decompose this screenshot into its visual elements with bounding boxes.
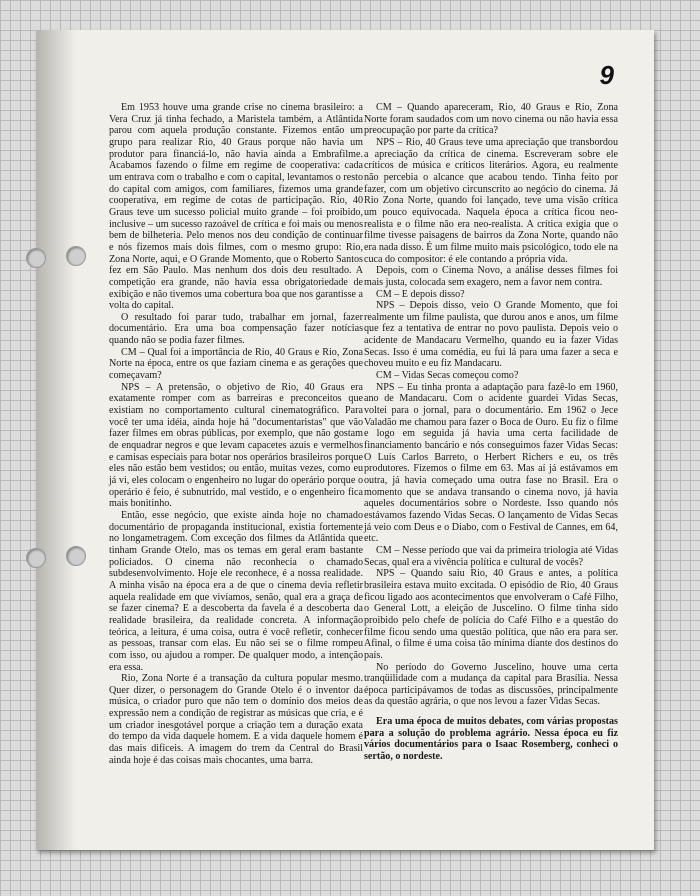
paragraph: Então, esse negócio, que existe ainda hoje no chamado documentário de propaganda institucional, existia fortemente no longametragem. Com exceção dos filmes da Atlântida que tinham Grande Otelo, mas os temas em geral eram bastante policiados. O cinema não reconhecia o chamado subdesenvolvimento. Hoje ele reconhece, é a nossa realidade. A minha visão na época era a de que o cinema devia refletir aquela realidade em que vivíamos, senão, qual era a graça de se fazer cinema? E a descoberta da favela é a descoberta da realidade brasileira, da realidade concreta. A informação teórica, a leitura, é uma coisa, outra é você refletir, conhecer as pessoas, transar com elas. Eu não sei se o filme rompeu com isso, ou ajudou a romper. De qualquer modo, a intenção era essa.	[109, 509, 363, 673]
paragraph: CM – Vidas Secas começou como?	[376, 370, 519, 382]
left-text-column	[109, 102, 363, 766]
paragraph: CM – Nesse período que vai da primeira triologia até Vidas Secas, qual era a vivência política e cultural de vocês?	[364, 544, 618, 568]
binder-hole-top	[26, 248, 46, 268]
paragraph: NPS – Depois disso, veio O Grande Momento, que foi realmente um filme paulista, que durou anos e anos, um filme que fez a tentativa de entrar no povo paulista. Depois veio o acidente de Mandacaru Vermelho, quando eu ia fazer Vidas Secas. Isso é uma comédia, eu fui lá para uma fazer a seca e choveu muito e eu fiz Mandacaru.	[364, 300, 618, 370]
document-page	[36, 30, 654, 850]
paragraph: Em 1953 houve uma grande crise no cinema brasileiro: a Vera Cruz já tinha fechado, a Maristela também, a Atlântida parou com aquela produção constante. Fizemos então um grupo para realizar Rio, 40 Graus porque não havia um produtor para financiá-lo, não havia ainda a Embrafilme. Acabamos fazendo o filme em regime de cooperativa: cada um entrava com o trabalho e com o capital, levantamos o resto do capital com amigos, com familiares, fizemos uma grande cooperativa, em regime de cotas de participação. Rio, 40 Graus teve um sucesso policial muito grande – foi proibido, inclusive – um sucesso razoável de crítica e foi mais ou menos bem de bilheteria. Pelo menos nos deu condição de continuar e nós fizemos mais dois filmes, com o mesmo grupo: Rio, Zona Norte, aqui, e O Grande Momento, que o Roberto Santos fez em São Paulo. Mas nenhum dos dois deu resultado. A competição era grande, não havia essa obrigatoriedade de exibição e não tivemos uma cobertura boa que nos garantisse a volta do capital.	[109, 102, 363, 312]
paragraph: Rio, Zona Norte é a transação da cultura popular mesmo. Quer dizer, o personagem do Grande Otelo é o inventor da música, o criador puro que não tem o domínio dos meios de expressão nem a condição de registrar as músicas que cria, e é um criador inesgotável porque a criação tem a duração exata do tempo da vida daquele homem. E a vida daquele homem é das mais difíceis. A imagem do trem da Central do Brasil ainda hoje é das coisas mais chocantes, uma barra.	[109, 673, 363, 766]
paragraph: NPS – Quando saiu Rio, 40 Graus e antes, a política brasileira estava muito excitada. O episódio de Rio, 40 Graus ficou ligado aos acontecimentos que envolveram o Café Filho, o General Lott, a eleição de Juscelino. O filme tinha sido proibido pelo chefe de polícia do Café Filho e a questão do filme ficou sendo uma questão política, que não era para ser. Afinal, o filme é uma coisa tão mínima diante dos destinos do país.	[364, 568, 618, 661]
paragraph: CM – E depois disso?	[376, 288, 465, 300]
paragraph: CM – Qual foi a importância de Rio, 40 Graus e Rio, Zona Norte na época, entre os que faziam cinema e as gerações que começavam?	[109, 346, 363, 382]
binder-hole-bottom	[26, 548, 46, 568]
right-text-column	[364, 102, 618, 763]
binder-hole-bottom-inner	[66, 546, 86, 566]
page-gutter-shadow	[36, 30, 76, 850]
binder-hole-top-inner	[66, 246, 86, 266]
paragraph: NPS – Eu tinha pronta a adaptação para fazê-lo em 1960, ano de Mandacaru. Com o acidente guardei Vidas Secas, voltei para o jornal, para o documentário. Em 1962 o Jece Valadão me chamou para fazer o Boca de Ouro. Eu fiz o filme e logo em seguida já havia uma certa facilidade de financiamento bancário e nós conseguimos fazer Vidas Secas: O Luís Carlos Barreto, o Herbert Richers e eu, os três produtores. Fizemos o filme em 63. Mas aí já estávamos em outra, já havia começado uma outra fase no Brasil. Era o momento que se andava transando o cinema novo, já havia aqueles documentários sobre o Nordeste. Isso quando nós estávamos fazendo Vidas Secas. O lançamento de Vidas Secas já veio com Deus e o Diabo, com o Festival de Cannes, em 64, etc.	[364, 381, 618, 545]
paragraph: CM – Quando apareceram, Rio, 40 Graus e Rio, Zona Norte foram saudados com um novo cinema ou não havia essa preocupação por parte da crítica?	[364, 102, 618, 137]
paragraph: O resultado foi parar tudo, trabalhar em jornal, fazer documentário. Era uma boa compensação fazer notícias quando não se podia fazer filmes.	[109, 311, 363, 347]
page-number: 9	[599, 60, 614, 90]
paragraph: NPS – Rio, 40 Graus teve uma apreciação que transbordou a apreciação da crítica de cinema. Escreveram sobre ele críticos de música e críticos literários. Agora, eu realmente não percebia o alcance que acabou tendo. Tinha feito por fazer, com um objetivo circunscrito ao negócio do cinema. Já Rio Zona Norte, quando foi lançado, teve uma visão crítica um pouco equivocada. Naquela época a crítica ficou neo-realista e o filme não era neo-realista. A crítica exigia que o filme tivesse paisagens de bairros da Zona Norte, quando não era nada disso. É um filme muito mais psicológico, todo ele na cuca do compositor: é ele contando a própria vida.	[364, 136, 618, 265]
closing-paragraph: Era uma época de muitos debates, com várias propostas para a solução do problema agrário. Nessa época eu fiz vários documentários para o Isaac Rosemberg, conheci o sertão, o nordeste.	[364, 716, 618, 763]
paragraph: No período do Governo Juscelino, houve uma certa tranqüilidade com a mudança da capital para Brasília. Nessa época participávamos de todas as discussões, principalmente as da questão agrária, o que nos levou a fazer Vidas Secas.	[364, 661, 618, 708]
paragraph: Depois, com o Cinema Novo, a análise desses filmes foi mais justa, colocada sem exagero, nem a favor nem contra.	[364, 265, 618, 288]
paragraph: NPS – A pretensão, o objetivo de Rio, 40 Graus era exatamente romper com as barreiras e preconceitos que existiam no comportamento cultural cinematográfico. Para você ter uma idéia, ainda hoje há "documentaristas" que vão fazer filmes em obras públicas, por exemplo, que não gostam de enquadrar negros e que levam capacetes azuis e vermelhos e camisas especiais para botar nos operários brasileiros porque eles não estão bem vestidos; ou então, muitas vezes, como eu já vi, eles colocam o engenheiro no lugar do operário porque o operário é feio, é subnutrido, mal vestido, e o engenheiro fica mais bonitinho.	[109, 381, 363, 510]
